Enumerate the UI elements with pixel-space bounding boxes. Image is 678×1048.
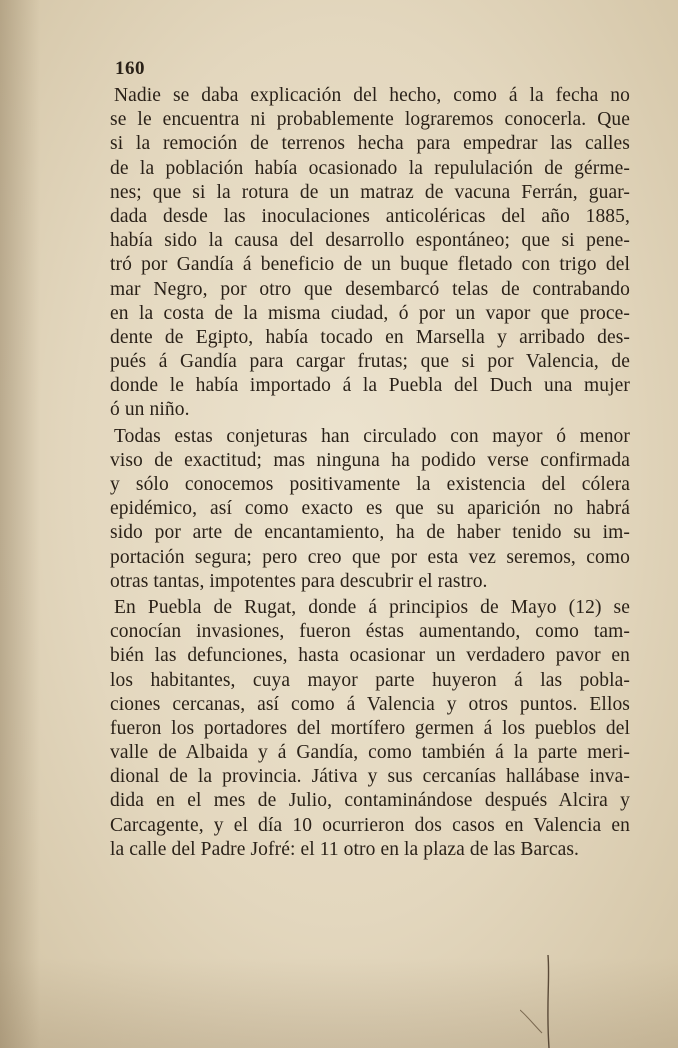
text-line: Carcagente, y el día 10 ocurrieron dos casos en Valencia en: [110, 814, 630, 836]
text-line: y sólo conocemos positivamente la existencia del cólera: [110, 474, 630, 495]
text-line: la calle del Padre Jofré: el 11 otro en la plaza de las Barcas.: [110, 838, 580, 860]
text-line: mar Negro, por otro que desembarcó telas de contrabando: [110, 278, 630, 300]
text-line: Nadie se daba explicación del hecho, como á la fecha no: [114, 85, 630, 106]
text-line: dada desde las inoculaciones anticoléricas del año 1885,: [110, 205, 630, 227]
text-line: pués á Gandía para cargar frutas; que si por Valencia, de: [110, 351, 630, 373]
text-line: los habitantes, cuya mayor parte huyeron á las pobla-: [110, 669, 630, 691]
text-line: fueron los portadores del mortífero germen á los pueblos del: [110, 717, 630, 739]
text-line: En Puebla de Rugat, donde á principios de Mayo (12) se: [114, 596, 630, 618]
text-line: dida en el mes de Julio, contaminándose después Alcira y: [110, 790, 630, 812]
text-line: conocían invasiones, fueron éstas aumentando, como tam-: [110, 621, 630, 643]
body-text: [110, 84, 630, 862]
paragraph-1: [110, 84, 630, 423]
text-line: portación segura; pero creo que por esta vez seremos, como: [110, 546, 630, 568]
paragraph-3: [110, 596, 630, 862]
text-line: en la costa de la misma ciudad, ó por un vapor que proce-: [110, 302, 630, 324]
text-line: nes; que si la rotura de un matraz de vacuna Ferrán, guar-: [110, 181, 630, 203]
text-line: dional de la provincia. Játiva y sus cercanías hallábase inva-: [110, 766, 630, 788]
text-line: donde le había importado á la Puebla del Duch una mujer: [110, 375, 630, 397]
text-line: valle de Albaida y á Gandía, como también á la parte meri-: [110, 742, 630, 764]
paper-crease-mark: [520, 955, 580, 1048]
text-line: bién las defunciones, hasta ocasionar un verdadero pavor en: [110, 645, 630, 667]
text-line: de la población había ocasionado la repululación de gérme-: [110, 157, 630, 179]
text-line: había sido la causa del desarrollo espontáneo; que si pene-: [110, 230, 630, 252]
text-line: otras tantas, impotentes para descubrir el rastro.: [110, 570, 488, 592]
text-line: viso de exactitud; mas ninguna ha podido verse confirmada: [110, 449, 630, 471]
text-line: ó un niño.: [110, 399, 190, 421]
text-line: epidémico, así como exacto es que su aparición no habrá: [110, 498, 630, 520]
text-line: dente de Egipto, había tocado en Marsella y arribado des-: [110, 326, 630, 348]
text-line: si la remoción de terrenos hecha para empedrar las calles: [110, 133, 630, 155]
text-line: ciones cercanas, así como á Valencia y otros puntos. Ellos: [110, 693, 630, 715]
text-line: sido por arte de encantamiento, ha de haber tenido su im-: [110, 522, 630, 544]
text-line: se le encuentra ni probablemente lograremos conocerla. Que: [110, 109, 630, 131]
text-line: tró por Gandía á beneficio de un buque fletado con trigo del: [110, 254, 630, 276]
page-number: 160: [115, 58, 145, 79]
paragraph-2: [110, 425, 630, 594]
text-line: Todas estas conjeturas han circulado con mayor ó menor: [114, 425, 630, 447]
page-shadow-left: [0, 0, 40, 1048]
